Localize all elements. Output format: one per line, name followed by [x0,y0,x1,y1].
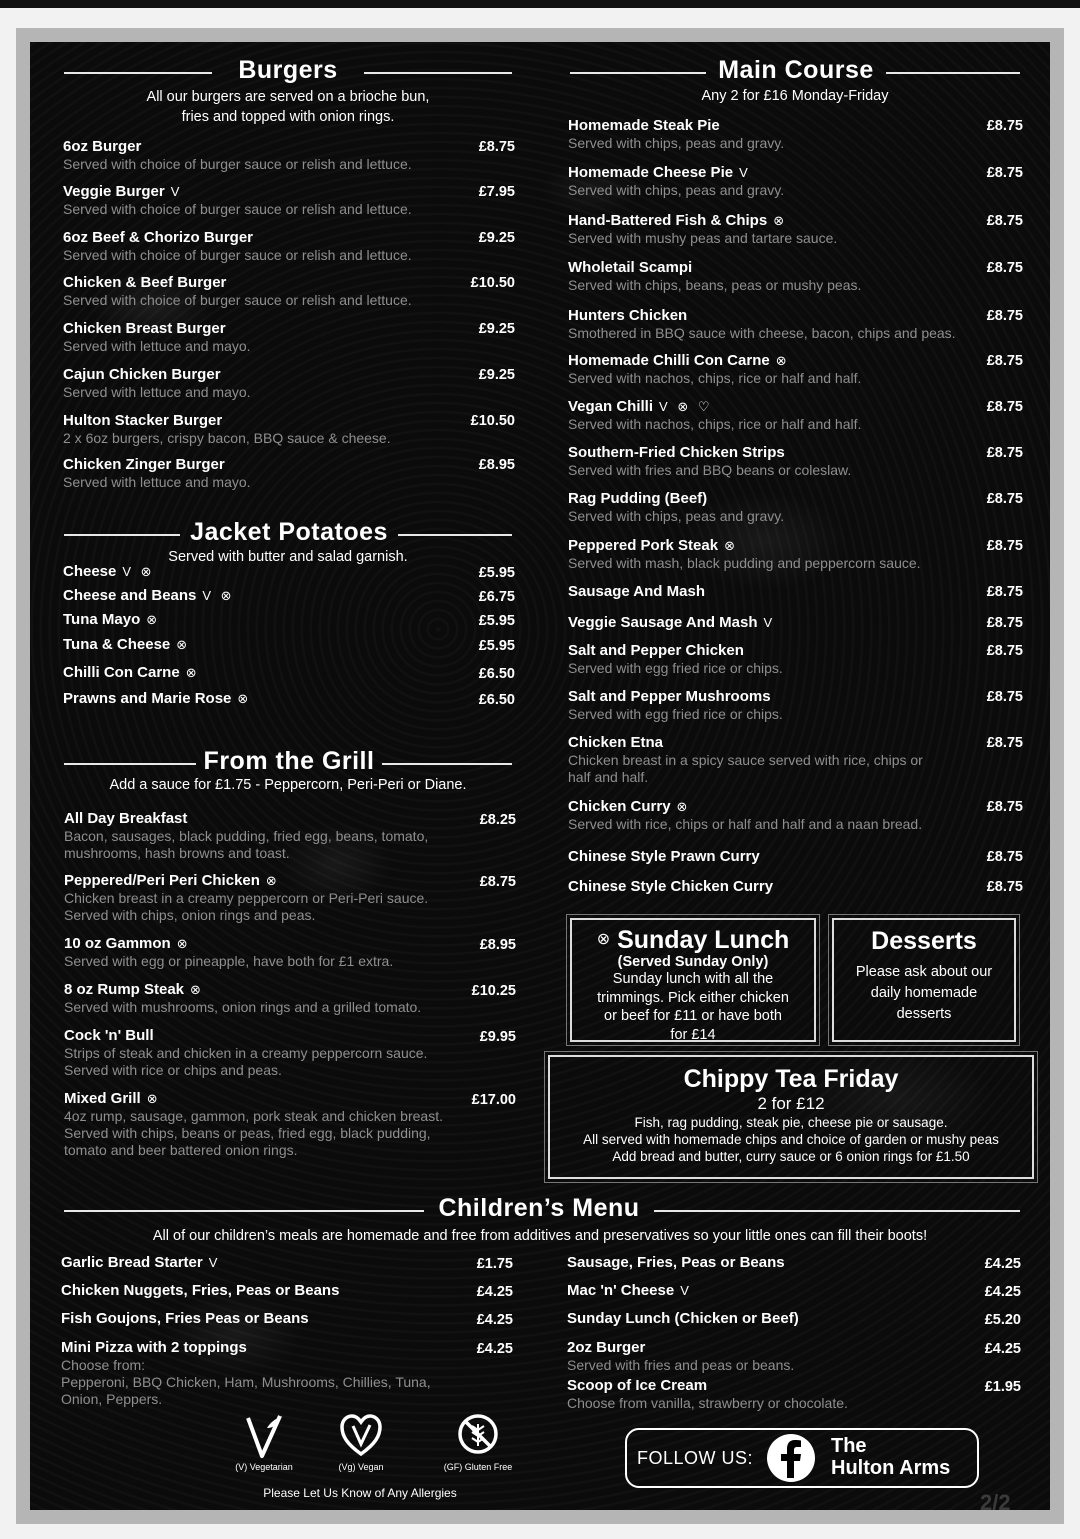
item-price: £8.75 [986,353,1023,369]
main-rule-left [570,72,706,74]
children-rule-right [654,1210,1020,1212]
item-price: £8.75 [479,874,516,890]
jacket-rule-left [64,534,180,536]
item-price: £4.25 [984,1341,1021,1357]
item-price: £8.95 [478,457,515,473]
sunday-lunch-box [570,918,816,1042]
item-description: Strips of steak and chicken in a creamy peppercorn sauce. [64,1045,428,1061]
chippy-tea-line: Fish, rag pudding, steak pie, cheese pie or sausage. [634,1115,948,1130]
item-name: Homemade Steak Pie [568,117,720,134]
dietary-icons: ⊗ [185,665,200,680]
chippy-tea-title: Chippy Tea Friday [683,1065,899,1093]
item-name: Rag Pudding (Beef) [568,490,708,507]
facebook-glyph [767,1434,815,1482]
item-description: Served with egg fried rice or chips. [568,660,783,676]
item-name: Chilli Con Carne [63,664,180,681]
item-price: £8.75 [986,399,1023,415]
menu-item [63,636,515,654]
item-name: Scoop of Ice Cream [567,1377,708,1394]
menu-item [63,563,515,581]
item-name: Cheese and Beans [63,587,197,604]
item-description: Served with chips, beans, peas or mushy peas. [568,277,862,293]
item-name: Hunters Chicken [568,307,688,324]
item-description: Served with choice of burger sauce or relish and lettuce. [63,292,412,308]
item-price: £5.20 [984,1312,1021,1328]
item-name: Peppered Pork Steak [568,537,719,554]
item-price: £10.25 [471,983,516,999]
item-name: Mixed Grill [64,1090,141,1107]
item-price: £5.95 [478,638,515,654]
item-price: £8.75 [986,118,1023,134]
item-price: £8.75 [986,584,1023,600]
item-price: £8.75 [986,165,1023,181]
menu-item [64,1027,516,1079]
item-name: Southern-Fried Chicken Strips [568,444,785,461]
grill-rule-left [64,763,196,765]
item-name: Garlic Bread Starter [61,1254,203,1271]
legend-gluten-free: (GF) Gluten Free [438,1412,518,1472]
menu-item [63,366,515,401]
sunday-lunch-line: for £14 [670,1026,716,1043]
item-description: Served with chips, beans or peas, fried egg, black pudding, [64,1125,431,1141]
item-price: £9.25 [478,367,515,383]
item-description: Served with mushrooms, onion rings and a grilled tomato. [64,999,422,1015]
item-price: £8.75 [986,689,1023,705]
desserts-line: desserts [896,1006,952,1022]
item-name: Fish Goujons, Fries Peas or Beans [61,1310,309,1327]
sunday-lunch-line: trimmings. Pick either chicken [597,989,789,1006]
menu-item [64,872,516,924]
menu-item [568,642,1023,677]
item-price: £5.95 [478,613,515,629]
item-description: 4oz rump, sausage, gammon, pork steak and chicken breast. [64,1108,443,1124]
item-name: 2oz Burger [567,1339,646,1356]
item-price: £8.75 [986,260,1023,276]
item-price: £4.25 [476,1312,513,1328]
sunday-lunch-line: Sunday lunch with all the [612,971,774,987]
item-description: Served with choice of burger sauce or relish and lettuce. [63,247,412,263]
desserts-box [832,918,1016,1042]
menu-item [64,981,516,1016]
menu-item [63,412,515,447]
dietary-icons: ⊗ [676,799,691,814]
top-border [0,0,1080,8]
dietary-icons: ⊗ [176,637,191,652]
item-price: £4.25 [984,1284,1021,1300]
item-price: £8.75 [986,849,1023,865]
dietary-icons: ⊗ [190,982,204,997]
item-description: Pepperoni, BBQ Chicken, Ham, Mushrooms, Chillies, Tuna, [61,1374,431,1390]
main-rule-right [886,72,1020,74]
item-price: £9.25 [478,230,515,246]
dietary-icons: V [739,165,751,180]
item-description: mushrooms, hash browns and toast. [64,845,290,861]
chippy-tea-box [548,1055,1034,1179]
item-name: Mini Pizza with 2 toppings [61,1339,247,1356]
sunday-lunch-note: (Served Sunday Only) [617,954,769,970]
item-name: Cheese [63,563,117,580]
item-price: £8.75 [986,643,1023,659]
item-description: Choose from vanilla, strawberry or chocolate. [567,1395,848,1411]
menu-item [568,490,1023,525]
item-price: £6.50 [478,692,515,708]
desserts-line: daily homemade [870,985,978,1001]
children-menu-item [61,1339,513,1408]
item-name: Chicken Nuggets, Fries, Peas or Beans [61,1282,340,1299]
item-name: 10 oz Gammon [64,935,171,952]
item-name: Sunday Lunch (Chicken or Beef) [567,1310,799,1327]
chippy-tea-line: All served with homemade chips and choice of garden or mushy peas [583,1132,999,1147]
item-description: Chicken breast in a spicy sauce served with rice, chips or [568,752,923,768]
menu-item [568,259,1023,294]
item-name: Prawns and Marie Rose [63,690,232,707]
children-subtitle: All of our children’s meals are homemade and free from additives and preservatives so your little ones can fill their boots! [152,1228,928,1244]
sunday-lunch-line: or beef for £11 or have both [604,1008,782,1024]
item-price: £1.75 [476,1256,513,1272]
jacket-title: Jacket Potatoes [190,518,388,546]
chippy-tea-line: Add bread and butter, curry sauce or 6 onion rings for £1.50 [612,1149,970,1164]
menu-item [568,398,1023,433]
children-rule-left [64,1210,424,1212]
burgers-title: Burgers [238,56,338,84]
item-name: Peppered/Peri Peri Chicken [64,872,260,889]
gluten-free-icon: ⊗ [596,931,611,948]
menu-item [64,1090,516,1159]
menu-item [63,611,515,629]
dietary-icons: ⊗ [237,691,252,706]
item-price: £8.75 [986,213,1023,229]
legend-vegetarian: (V) Vegetarian [224,1412,304,1472]
item-price: £5.95 [478,565,515,581]
item-description: Served with egg or pineapple, have both for £1 extra. [64,953,394,969]
item-name: Hulton Stacker Burger [63,412,223,429]
item-price: £7.95 [478,184,515,200]
item-price: £8.75 [986,445,1023,461]
item-price: £8.75 [986,879,1023,895]
follow-us-badge[interactable] [625,1428,979,1488]
dietary-icons: V ⊗ ♡ [659,399,713,414]
children-menu-item [567,1254,1021,1272]
item-price: £8.75 [986,799,1023,815]
item-description: Served with fries and BBQ beans or coleslaw. [568,462,852,478]
menu-item [568,878,1023,896]
item-name: All Day Breakfast [64,810,188,827]
menu-item [568,848,1023,866]
menu-item [568,164,1023,199]
menu-item [63,690,515,708]
item-name: Veggie Burger [63,183,165,200]
gluten-free-icon [456,1412,500,1460]
item-description: Served with mushy peas and tartare sauce. [568,230,838,246]
menu-item [568,307,1023,342]
menu-item [63,183,515,218]
menu-item [568,798,1023,833]
item-description: tomato and beer battered onion rings. [64,1142,298,1158]
item-name: Salt and Pepper Mushrooms [568,688,771,705]
item-description: Served with chips, onion rings and peas. [64,907,316,923]
chippy-tea-offer: 2 for £12 [757,1094,825,1113]
desserts-line: Please ask about our [855,964,993,980]
item-price: £8.75 [986,538,1023,554]
dietary-icons: ⊗ [176,936,191,951]
jacket-rule-right [398,534,512,536]
item-description: Served with fries and peas or beans. [567,1357,795,1373]
follow-us-name: The Hulton Arms [831,1435,951,1479]
children-menu-item [61,1282,513,1300]
menu-board [30,42,1050,1510]
sunday-lunch-title: Sunday Lunch [617,926,790,954]
item-description: Served with mash, black pudding and peppercorn sauce. [568,555,921,571]
item-price: £10.50 [470,413,515,429]
item-price: £1.95 [984,1379,1021,1395]
children-menu-item [567,1339,1021,1374]
item-name: Chicken & Beef Burger [63,274,227,291]
grill-title: From the Grill [203,747,375,775]
item-price: £6.50 [478,666,515,682]
menu-item [63,587,515,605]
children-menu-item [61,1254,513,1272]
item-name: Chicken Zinger Burger [63,456,225,473]
dietary-icons: ⊗ [775,353,790,368]
menu-item [64,810,516,862]
facebook-icon[interactable] [767,1434,815,1482]
dietary-icons: ⊗ [146,612,161,627]
item-description: Onion, Peppers. [61,1391,163,1407]
item-name: Salt and Pepper Chicken [568,642,744,659]
legend-vegan: (Vg) Vegan [321,1412,401,1472]
item-name: Sausage And Mash [568,583,705,600]
item-name: Chicken Curry [568,798,671,815]
menu-item [63,320,515,355]
page-number: 2/2 [980,1490,1011,1510]
item-name: Chinese Style Prawn Curry [568,848,760,865]
item-name: Homemade Chilli Con Carne [568,352,770,369]
item-name: Chinese Style Chicken Curry [568,878,774,895]
dietary-icons: V [170,184,183,199]
item-description: Served with lettuce and mayo. [63,338,251,354]
main-subtitle: Any 2 for £16 Monday-Friday [701,88,889,104]
item-description: Served with nachos, chips, rice or half and half. [568,370,862,386]
item-name: Chicken Breast Burger [63,320,226,337]
item-price: £8.75 [986,308,1023,324]
menu-item [568,734,1023,786]
menu-item [63,138,515,173]
item-description: Served with rice, chips or half and half and a naan bread. [568,816,923,832]
item-description: Served with chips, peas and gravy. [568,182,785,198]
menu-item [568,212,1023,247]
dietary-icons: V ⊗ [202,588,235,603]
item-description: Bacon, sausages, black pudding, fried egg, beans, tomato, [64,828,429,844]
item-name: 6oz Burger [63,138,142,155]
item-description: Served with egg fried rice or chips. [568,706,783,722]
dietary-icons: ⊗ [773,213,788,228]
dietary-icons: V [680,1283,692,1298]
menu-item [568,614,1023,632]
item-price: £17.00 [471,1092,516,1108]
item-name: Vegan Chilli [568,398,654,415]
children-menu-item [567,1377,1021,1412]
item-description: Served with lettuce and mayo. [63,474,251,490]
allergy-notice: Please Let Us Know of Any Allergies [263,1486,457,1500]
item-price: £9.95 [479,1029,516,1045]
item-name: Chicken Etna [568,734,664,751]
vegetarian-icon [242,1412,286,1460]
menu-item [63,664,515,682]
item-price: £4.25 [984,1256,1021,1272]
item-name: Tuna & Cheese [63,636,171,653]
grill-rule-right [382,763,512,765]
item-price: £8.75 [986,615,1023,631]
burgers-subtitle: All our burgers are served on a brioche bun, fries and topped with onion rings. [146,89,430,125]
item-description: Smothered in BBQ sauce with cheese, bacon, chips and peas. [568,325,956,341]
children-menu-item [61,1310,513,1328]
item-price: £10.50 [470,275,515,291]
dietary-icons: ⊗ [146,1091,161,1106]
burgers-rule-right [364,72,512,74]
item-price: £8.75 [478,139,515,155]
item-description: Choose from: [61,1357,146,1373]
item-name: Homemade Cheese Pie [568,164,734,181]
item-name: Veggie Sausage And Mash [568,614,758,631]
item-name: Cajun Chicken Burger [63,366,221,383]
item-name: Mac 'n' Cheese [567,1282,675,1299]
children-title: Children’s Menu [438,1194,640,1222]
main-title: Main Course [718,56,874,84]
burgers-rule-left [64,72,212,74]
item-name: Cock 'n' Bull [64,1027,154,1044]
dietary-icons: V ⊗ [122,564,155,579]
item-price: £8.25 [479,812,516,828]
item-description: Served with lettuce and mayo. [63,384,251,400]
item-description: half and half. [568,769,649,785]
menu-item [63,274,515,309]
item-price: £4.25 [476,1284,513,1300]
item-description: Served with nachos, chips, rice or half and half. [568,416,862,432]
menu-item [63,456,515,491]
item-price: £8.75 [986,735,1023,751]
menu-item [568,117,1023,152]
item-description: Served with chips, peas and gravy. [568,135,785,151]
item-description: Served with choice of burger sauce or relish and lettuce. [63,156,412,172]
item-price: £8.75 [986,491,1023,507]
menu-item [568,583,1023,601]
grill-subtitle: Add a sauce for £1.75 - Peppercorn, Peri-Peri or Diane. [109,777,467,793]
jacket-subtitle: Served with butter and salad garnish. [168,549,408,565]
item-name: Sausage, Fries, Peas or Beans [567,1254,785,1271]
menu-item [568,444,1023,479]
item-name: Wholetail Scampi [568,259,693,276]
menu-item [568,537,1023,572]
item-description: Served with rice or chips and peas. [64,1062,282,1078]
menu-item [63,229,515,264]
item-description: Served with choice of burger sauce or relish and lettuce. [63,201,412,217]
item-name: 8 oz Rump Steak [64,981,185,998]
vegan-icon [339,1412,383,1460]
dietary-icons: V [763,615,776,630]
item-price: £6.75 [478,589,515,605]
dietary-icons: ⊗ [724,538,738,553]
item-description: Chicken breast in a creamy peppercorn or Peri-Peri sauce. [64,890,429,906]
children-menu-item [567,1310,1021,1328]
item-description: Served with chips, peas and gravy. [568,508,785,524]
item-price: £4.25 [476,1341,513,1357]
desserts-title: Desserts [871,927,977,955]
item-name: Hand-Battered Fish & Chips [568,212,768,229]
item-price: £8.95 [479,937,516,953]
dietary-icons: ⊗ [265,873,280,888]
item-name: Tuna Mayo [63,611,141,628]
follow-us-label: FOLLOW US: [637,1448,754,1468]
item-price: £9.25 [478,321,515,337]
menu-item [568,688,1023,723]
menu-item [64,935,516,970]
menu-item [568,352,1023,387]
item-description: 2 x 6oz burgers, crispy bacon, BBQ sauce & cheese. [63,430,391,446]
item-name: 6oz Beef & Chorizo Burger [63,229,254,246]
dietary-icons: V [208,1255,221,1270]
children-menu-item [567,1282,1021,1300]
